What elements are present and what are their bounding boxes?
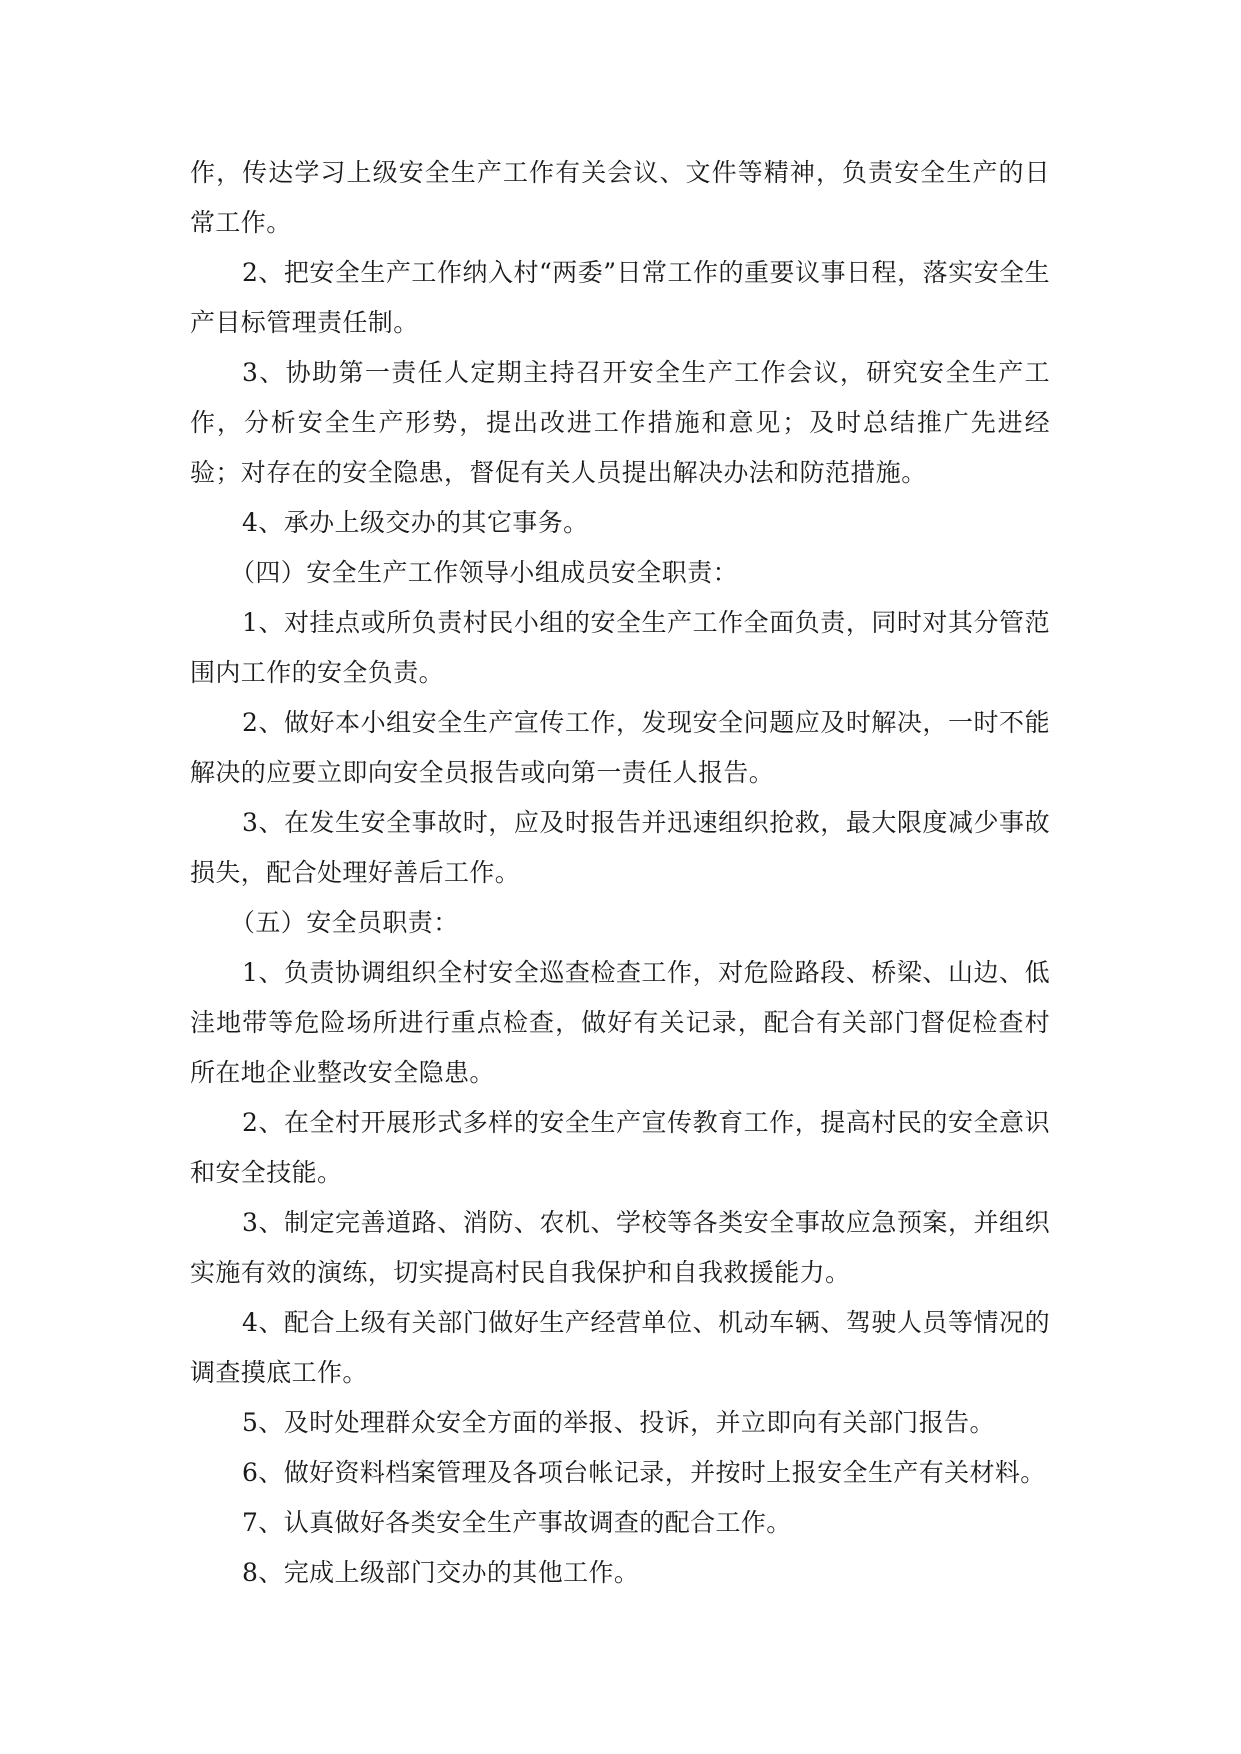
- list-item: 3、在发生安全事故时，应及时报告并迅速组织抢救，最大限度减少事故损失，配合处理好善后工作。: [190, 808, 1050, 887]
- list-item: 2、做好本小组安全生产宣传工作，发现安全问题应及时解决，一时不能解决的应要立即向安全员报告或向第一责任人报告。: [190, 708, 1050, 787]
- section-heading-five: （五）安全员职责：: [230, 908, 459, 937]
- list-item: 4、配合上级有关部门做好生产经营单位、机动车辆、驾驶人员等情况的调查摸底工作。: [190, 1308, 1050, 1387]
- list-item: 2、把安全生产工作纳入村“两委”日常工作的重要议事日程，落实安全生产目标管理责任制。: [190, 258, 1050, 337]
- list-item: 7、认真做好各类安全生产事故调查的配合工作。: [242, 1508, 792, 1537]
- list-item: 2、在全村开展形式多样的安全生产宣传教育工作，提高村民的安全意识和安全技能。: [190, 1108, 1050, 1187]
- document-page: [190, 148, 1050, 1598]
- list-item: 1、对挂点或所负责村民小组的安全生产工作全面负责，同时对其分管范围内工作的安全负责。: [190, 608, 1050, 687]
- list-item: 8、完成上级部门交办的其他工作。: [242, 1558, 640, 1587]
- list-item: 5、及时处理群众安全方面的举报、投诉，并立即向有关部门报告。: [242, 1408, 995, 1437]
- list-item: 6、做好资料档案管理及各项台帐记录，并按时上报安全生产有关材料。: [242, 1458, 1046, 1487]
- list-item: 4、承办上级交办的其它事务。: [242, 508, 589, 537]
- list-item: 1、负责协调组织全村安全巡查检查工作，对危险路段、桥梁、山边、低洼地带等危险场所进行重点检查，做好有关记录，配合有关部门督促检查村所在地企业整改安全隐患。: [190, 958, 1050, 1087]
- list-item: 3、协助第一责任人定期主持召开安全生产工作会议，研究安全生产工作，分析安全生产形势，提出改进工作措施和意见；及时总结推广先进经验；对存在的安全隐患，督促有关人员提出解决办法和防范措施。: [190, 358, 1050, 487]
- section-heading-four: （四）安全生产工作领导小组成员安全职责：: [230, 558, 739, 587]
- list-item: 3、制定完善道路、消防、农机、学校等各类安全事故应急预案，并组织实施有效的演练，切实提高村民自我保护和自我救援能力。: [190, 1208, 1050, 1287]
- paragraph-continuation: 作，传达学习上级安全生产工作有关会议、文件等精神，负责安全生产的日常工作。: [190, 158, 1050, 237]
